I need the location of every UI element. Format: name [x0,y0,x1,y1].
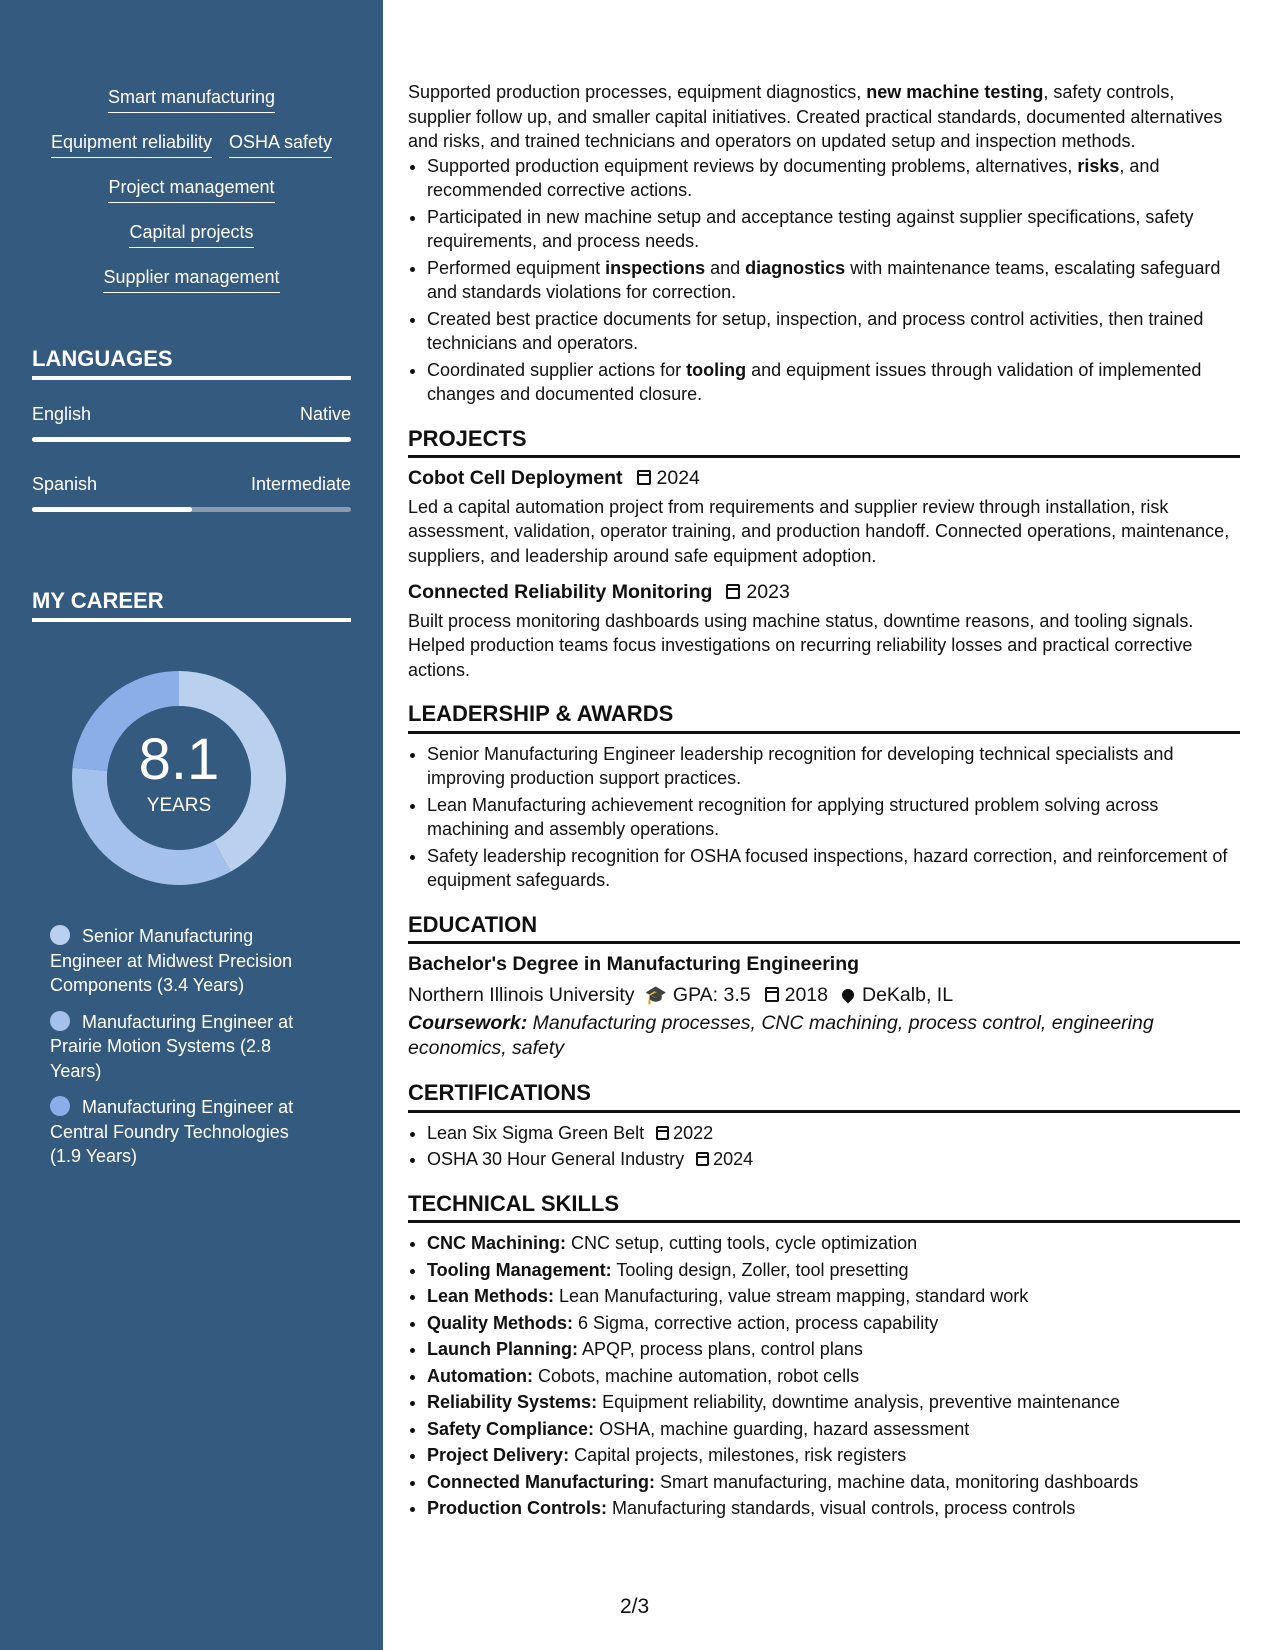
experience-summary: Supported production processes, equipment diagnostics, new machine testing, safety controls, supplier follow up, and smaller capital initiatives. Created practical standards, documented alternatives and risks, and trained technicians and operators on updated setup and inspection methods. [408,82,1223,151]
language-bar [32,507,351,512]
project-name: Connected Reliability Monitoring [408,581,713,603]
project-title [408,466,1240,491]
degree-title: Bachelor's Degree in Manufacturing Engineering [408,953,860,975]
language-bar-fill [32,507,192,512]
experience-bullet: • Participated in new machine setup and acceptance testing against supplier specifications, safety requirements, and process needs. [427,205,1240,254]
skill-label: Automation: [427,1365,533,1386]
skill-item [427,1443,1240,1468]
skill-value: 6 Sigma, corrective action, process capability [578,1312,939,1333]
skill-label: Connected Manufacturing: [427,1471,655,1492]
coursework [408,1011,1240,1061]
language-name: English [32,404,92,424]
skill-label: Launch Planning: [427,1339,578,1359]
skill-value: Capital projects, milestones, risk registers [574,1445,907,1465]
page-number: 2/3 [620,1595,650,1618]
skill-item [427,1258,1240,1283]
skill-value: Manufacturing standards, visual controls, process controls [612,1498,1076,1518]
certification-item [427,1121,1240,1146]
career-item [50,1010,320,1084]
leadership-list [408,742,1240,893]
coursework-label: Coursework: [408,1012,528,1034]
skill-label: Safety Compliance: [427,1418,595,1439]
skill-item [427,1417,1240,1442]
calendar-icon [696,1152,709,1166]
skill-tag: Equipment reliability [51,131,212,158]
skill-tag: OSHA safety [229,131,332,158]
skill-value: Cobots, machine automation, robot cells [538,1365,860,1386]
language-bar-fill [32,437,351,442]
education-details [408,983,1240,1008]
legend-dot-icon [50,1096,70,1116]
leadership-item: • Senior Manufacturing Engineer leadership recognition for developing technical specialists and improving production support practices. [427,742,1240,791]
technical-skills-list [408,1231,1240,1521]
legend-dot-icon [50,925,70,945]
career-years-label: YEARS [146,795,212,816]
certification-item [427,1147,1240,1172]
skill-tag: Project management [108,176,274,203]
language-spanish [32,474,351,512]
skill-label: Lean Methods: [427,1286,555,1306]
experience-bullet: • Performed equipment inspections and diagnostics with maintenance teams, escalating safeguard and standards violations for correction. [427,256,1240,305]
skill-value: Lean Manufacturing, value stream mapping, standard work [559,1286,1029,1306]
technical-skills-heading: TECHNICAL SKILLS [408,1192,1240,1224]
legend-dot-icon [50,1011,70,1031]
skill-item [427,1496,1240,1521]
career-item-label: Senior Manufacturing Engineer at Midwest Precision Components (3.4 Years) [50,926,293,995]
leadership-heading: LEADERSHIP & AWARDS [408,702,1240,734]
coursework-list: Manufacturing processes, CNC machining, process control, engineering economics, safety [408,1012,1154,1059]
skill-label: CNC Machining: [427,1233,566,1253]
skill-item [427,1337,1240,1362]
career-item-label: Manufacturing Engineer at Prairie Motion Systems (2.8 Years) [50,1011,294,1081]
skill-label: Quality Methods: [427,1312,574,1333]
skill-tag: Capital projects [129,221,253,248]
certifications-list [408,1121,1240,1172]
education-heading: EDUCATION [408,913,1240,945]
school-location: DeKalb, IL [862,983,954,1006]
languages-heading: LANGUAGES [32,346,351,380]
school-name: Northern Illinois University [408,983,635,1006]
skill-item [427,1364,1240,1389]
calendar-icon [637,470,651,485]
project-name: Cobot Cell Deployment [408,467,623,489]
career-total-years: 8.1 [138,727,220,792]
skill-item [427,1390,1240,1415]
gpa: GPA: 3.5 [672,983,751,1006]
language-english [32,404,351,442]
project-year: 2023 [746,581,790,603]
language-level: Intermediate [250,474,351,494]
language-level: Native [299,404,351,424]
certifications-heading: CERTIFICATIONS [408,1081,1240,1113]
project-description: Led a capital automation project from requirements and supplier review through installation, risk assessment, validation, operator training, and production handoff. Connected operations, maintenance, suppliers, and leadership around safe equipment adoption. [408,496,1230,566]
project [408,580,1240,682]
career-item [50,924,320,998]
calendar-icon [656,1126,669,1140]
project-year: 2024 [656,467,700,489]
project [408,466,1240,568]
skill-item [427,1311,1240,1336]
skill-value: Equipment reliability, downtime analysis, preventive maintenance [602,1392,1121,1412]
experience-bullet: • Supported production equipment reviews by documenting problems, alternatives, risks, and recommended corrective actions. [427,154,1240,203]
leadership-item: • Safety leadership recognition for OSHA focused inspections, hazard correction, and reinforcement of equipment safeguards. [427,844,1240,893]
skill-label: Production Controls: [427,1498,607,1518]
skill-tag: Smart manufacturing [108,86,275,113]
experience-bullet: • Coordinated supplier actions for tooling and equipment issues through validation of implemented changes and documented closure. [427,358,1240,407]
graduation-year: 2018 [784,983,828,1006]
career-heading: MY CAREER [32,588,351,622]
skill-label: Reliability Systems: [427,1392,598,1412]
skill-item [427,1284,1240,1309]
skill-item [427,1470,1240,1495]
language-name: Spanish [32,474,98,494]
skill-item [427,1231,1240,1256]
projects-heading: PROJECTS [408,427,1240,459]
skill-value: OSHA, machine guarding, hazard assessment [599,1418,970,1439]
experience-bullets [408,154,1240,407]
sidebar [0,0,383,1650]
skill-tags [0,86,383,311]
calendar-icon [726,584,740,599]
skill-label: Project Delivery: [427,1445,570,1465]
skill-label: Tooling Management: [427,1259,612,1280]
career-item [50,1095,320,1169]
certification-name: Lean Six Sigma Green Belt [427,1122,645,1143]
skill-value: CNC setup, cutting tools, cycle optimization [571,1233,918,1253]
certification-year: 2024 [713,1149,754,1169]
certification-name: OSHA 30 Hour General Industry [427,1149,685,1169]
main-content [408,80,1240,1523]
certification-year: 2022 [673,1122,714,1143]
career-donut-chart [64,663,294,893]
language-bar [32,437,351,442]
graduation-cap-icon: 🎓 [644,984,667,1005]
experience-bullet: • Created best practice documents for setup, inspection, and process control activities, then trained technicians and operators. [427,307,1240,356]
leadership-item: • Lean Manufacturing achievement recognition for applying structured problem solving across machining and assembly operations. [427,793,1240,842]
career-list [50,924,320,1181]
career-item-label: Manufacturing Engineer at Central Foundry Technologies (1.9 Years) [50,1097,294,1166]
calendar-icon [765,987,779,1002]
location-pin-icon [840,986,857,1003]
donut-center [64,663,294,893]
project-title [408,580,1240,605]
skill-value: Tooling design, Zoller, tool presetting [616,1259,909,1280]
skill-tag: Supplier management [103,266,279,293]
skill-value: APQP, process plans, control plans [582,1339,863,1359]
project-description: Built process monitoring dashboards using machine status, downtime reasons, and tooling signals. Helped production teams focus investigations on recurring reliability losses and practical corrective actions. [408,610,1194,680]
skill-value: Smart manufacturing, machine data, monitoring dashboards [660,1471,1139,1492]
